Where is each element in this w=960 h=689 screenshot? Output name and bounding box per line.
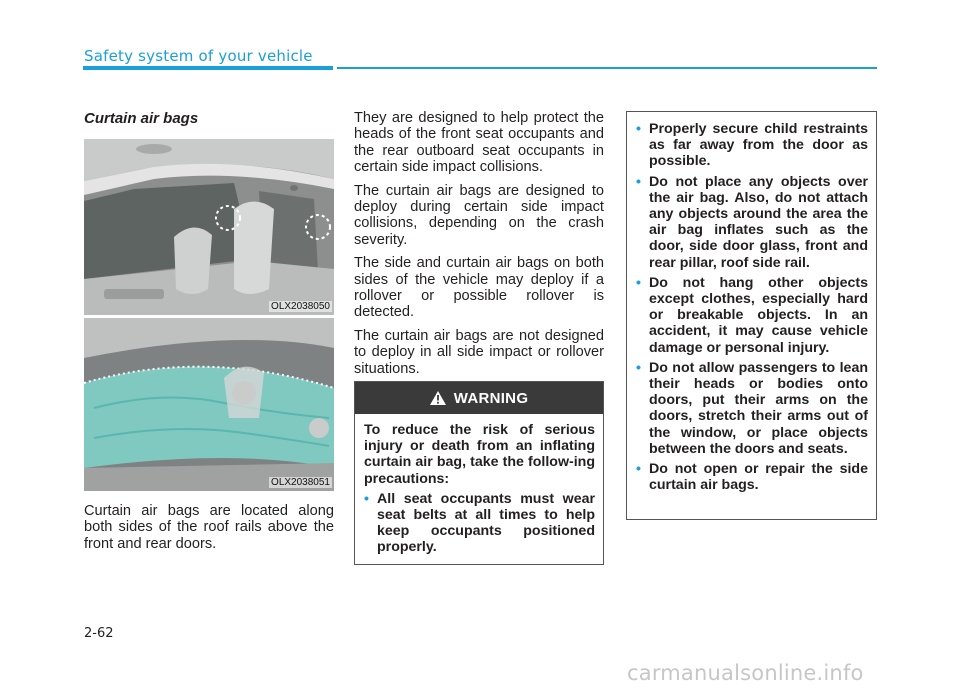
paragraph: The side and curtain air bags on both sides of the vehicle may deploy if a rollover or possible rollover is detected. (354, 255, 604, 321)
section-heading: Curtain air bags (84, 110, 199, 127)
header-rule-thin (337, 67, 877, 69)
precautions-list (636, 121, 868, 493)
header-rule-thick (83, 66, 333, 70)
warning-box (354, 381, 604, 565)
warning-label: WARNING (453, 389, 529, 407)
page-number: 2-62 (84, 626, 114, 641)
deployed-airbag-illustration (84, 318, 334, 491)
precaution-item: • Do not hang other objects except clothes, especially hard or breakable objects. In an accident, it may cause vehicle damage or personal injury. (636, 275, 868, 356)
figure-code: OLX2038050 (271, 301, 330, 312)
airbag-location-photo (84, 139, 334, 315)
middle-column-text (354, 110, 604, 384)
section-title: Safety system of your vehicle (84, 47, 313, 65)
paragraph: The curtain air bags are not designed to deploy in all side impact or rollover situations. (354, 327, 604, 377)
car-interior-illustration (84, 139, 334, 315)
precautions-box (626, 111, 877, 520)
figure-code: OLX2038051 (271, 477, 330, 488)
paragraph: The curtain air bags are designed to deploy during certain side impact collisions, depending on the crash severity. (354, 182, 604, 248)
watermark: carmanualsonline.info (627, 661, 864, 685)
paragraph: They are designed to help protect the heads of the front seat occupants and the rear outboard seat occupants in certain side impact collisions. (354, 110, 604, 176)
warning-body (355, 414, 603, 556)
precaution-item: • Do not open or repair the side curtain air bags. (636, 461, 868, 493)
precaution-item: • Do not allow passengers to lean their heads or bodies onto doors, put their arms on the doors, stretch their arms out of the window, or place objects between the doors and seats. (636, 360, 868, 457)
precaution-item: • Do not place any objects over the air bag. Also, do not attach any objects around the area the air bag inflates such as the door, side door glass, front and rear pillar, roof side rail. (636, 174, 868, 271)
warning-intro: To reduce the risk of serious injury or death from an inflating curtain air bag, take the follow-ing precautions: (364, 422, 595, 487)
precaution-item: • Properly secure child restraints as far away from the door as possible. (636, 121, 868, 170)
airbag-deployed-photo (84, 318, 334, 491)
warning-item: • All seat occupants must wear seat belts at all times to help keep occupants positioned properly. (364, 491, 595, 556)
curtain-airbag-description: Curtain air bags are located along both sides of the roof rails above the front and rear doors. (84, 503, 334, 552)
warning-header (355, 382, 603, 414)
warning-triangle-icon (430, 391, 446, 405)
warning-list (364, 491, 595, 556)
